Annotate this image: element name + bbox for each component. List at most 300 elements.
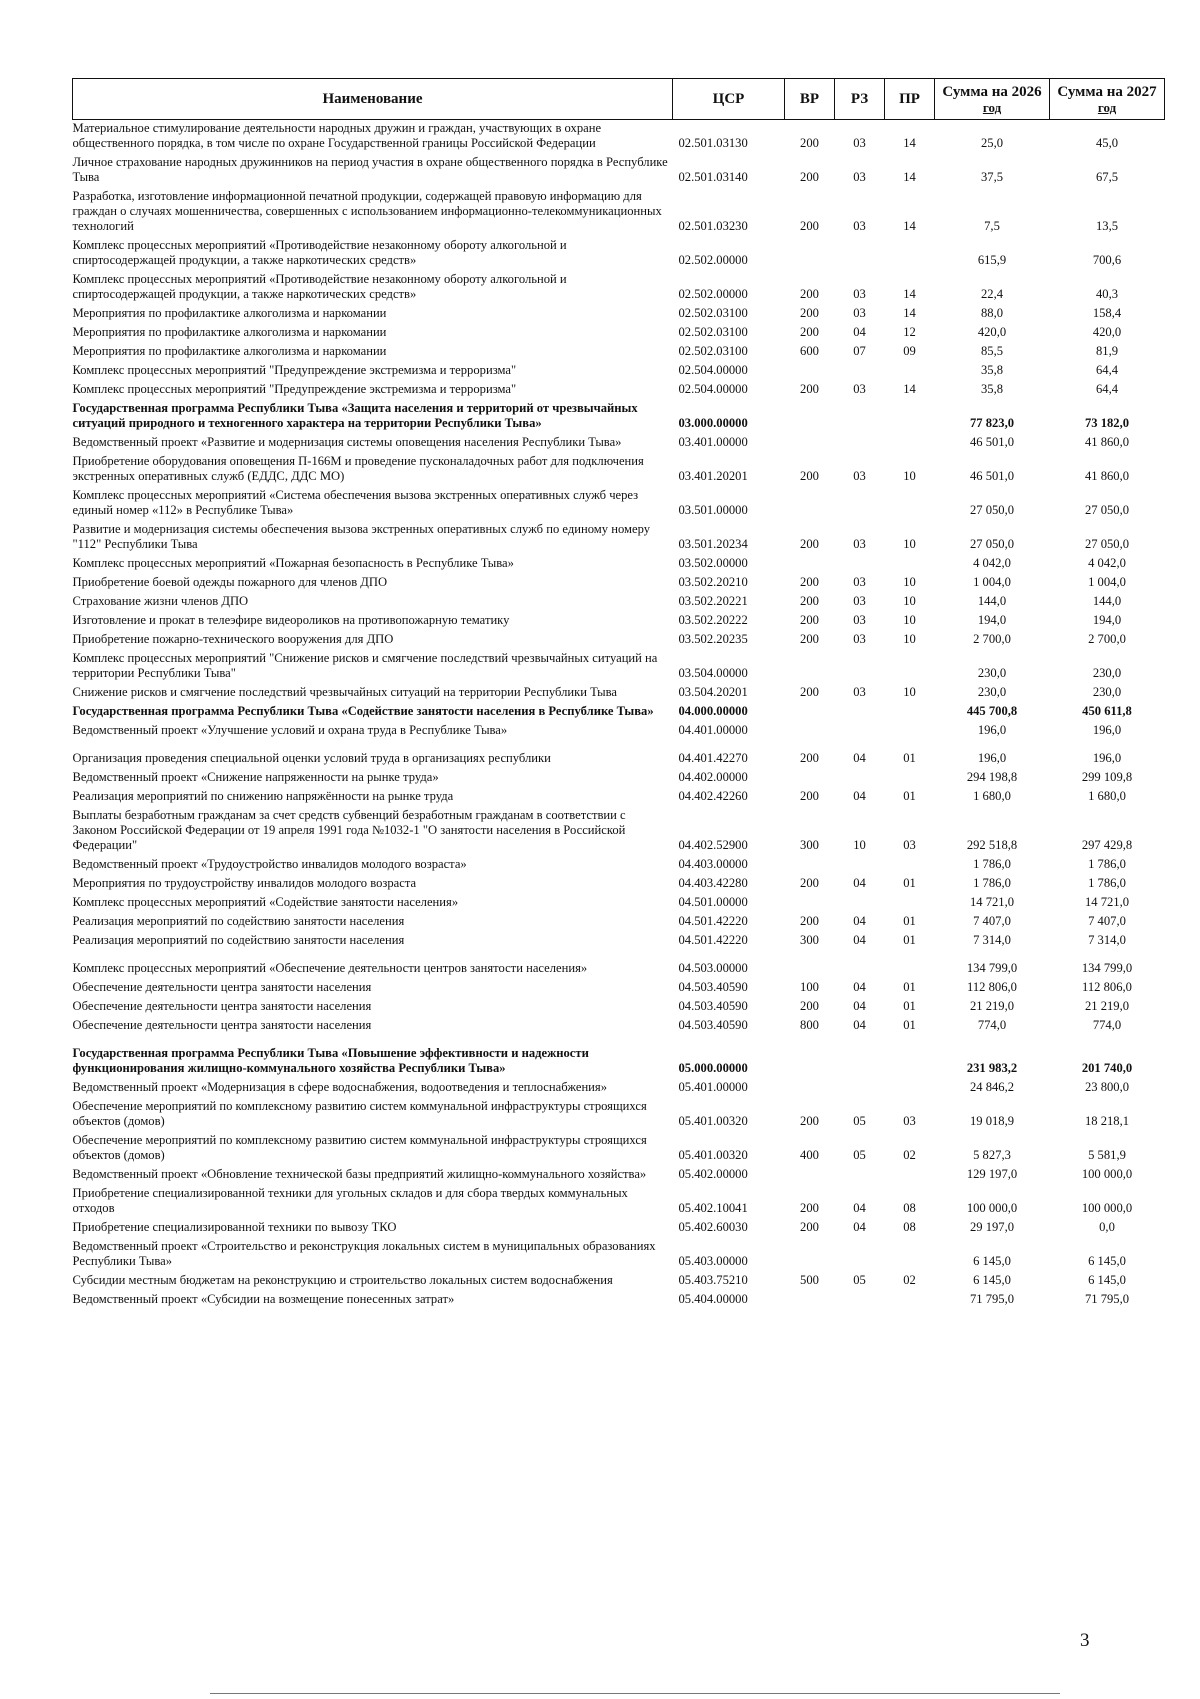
cell-sum-2027: 230,0 — [1092, 666, 1122, 680]
cell-csr: 04.503.00000 — [678, 961, 748, 975]
cell-name: Государственная программа Республики Тыва «Содействие занятости населения в Республике Тыва» — [72, 704, 654, 718]
cell-csr: 04.503.40590 — [678, 980, 748, 994]
cell-name: Комплекс процессных мероприятий "Предупреждение экстремизма и терроризма" — [72, 382, 517, 396]
cell-rz — [835, 1238, 885, 1272]
cell-sum-2027: 158,4 — [1092, 306, 1122, 320]
cell-pr — [885, 856, 935, 875]
cell-sum-2026: 112 806,0 — [967, 980, 1017, 994]
cell-csr: 03.502.20235 — [678, 632, 748, 646]
cell-sum-2026: 615,9 — [977, 253, 1007, 267]
cell-rz: 05 — [853, 1273, 866, 1287]
cell-name: Реализация мероприятий по содействию занятости населения — [72, 914, 405, 928]
header-sum-2027 — [1050, 79, 1165, 120]
table-row — [73, 120, 1165, 155]
cell-rz — [835, 400, 885, 434]
cell-rz — [835, 1291, 885, 1310]
cell-name: Комплекс процессных мероприятий «Пожарная безопасность в Республике Тыва» — [72, 556, 514, 570]
cell-rz: 10 — [853, 838, 866, 852]
cell-csr: 02.502.00000 — [678, 287, 748, 301]
cell-pr — [885, 894, 935, 913]
cell-sum-2027: 112 806,0 — [1082, 980, 1132, 994]
cell-sum-2027: 40,3 — [1095, 287, 1119, 301]
cell-vr: 200 — [800, 789, 819, 803]
cell-vr: 200 — [800, 1114, 819, 1128]
cell-rz: 03 — [853, 537, 866, 551]
cell-rz — [835, 1079, 885, 1098]
cell-pr — [885, 400, 935, 434]
cell-sum-2027: 7 314,0 — [1088, 933, 1126, 947]
cell-sum-2027: 0,0 — [1099, 1220, 1115, 1234]
cell-name: Материальное стимулирование деятельности народных дружин и граждан, участвующих в охране общественного порядка, в том числе по охране Государственной границы Российской Федерации — [72, 121, 602, 150]
cell-vr: 800 — [800, 1018, 819, 1032]
cell-csr: 05.403.00000 — [678, 1254, 748, 1268]
cell-sum-2026: 46 501,0 — [969, 435, 1015, 449]
cell-sum-2027: 7 407,0 — [1088, 914, 1126, 928]
cell-sum-2026: 144,0 — [977, 594, 1007, 608]
cell-csr: 03.502.20221 — [678, 594, 748, 608]
cell-sum-2027: 41 860,0 — [1084, 435, 1130, 449]
cell-sum-2026: 194,0 — [977, 613, 1007, 627]
cell-csr: 05.401.00000 — [678, 1080, 748, 1094]
table-row — [73, 381, 1165, 400]
cell-rz: 03 — [853, 287, 866, 301]
cell-csr: 03.502.20222 — [678, 613, 748, 627]
table-row — [73, 979, 1165, 998]
cell-sum-2027: 196,0 — [1092, 751, 1122, 765]
cell-pr: 10 — [903, 632, 916, 646]
cell-sum-2026: 88,0 — [980, 306, 1004, 320]
cell-pr: 14 — [903, 287, 916, 301]
cell-sum-2027: 100 000,0 — [1081, 1201, 1133, 1215]
cell-pr: 03 — [903, 1114, 916, 1128]
cell-sum-2027: 27 050,0 — [1084, 537, 1130, 551]
table-row — [73, 593, 1165, 612]
cell-sum-2027: 45,0 — [1095, 136, 1119, 150]
cell-pr — [885, 362, 935, 381]
cell-sum-2026: 7 314,0 — [973, 933, 1011, 947]
cell-name: Ведомственный проект «Строительство и реконструкция локальных систем в муниципальных образованиях Республики Тыва» — [72, 1239, 656, 1268]
cell-vr: 200 — [800, 287, 819, 301]
cell-pr — [885, 1291, 935, 1310]
cell-rz: 05 — [853, 1148, 866, 1162]
cell-vr — [785, 1079, 835, 1098]
cell-rz: 03 — [853, 136, 866, 150]
budget-table — [72, 78, 1165, 1310]
cell-pr: 01 — [903, 789, 916, 803]
budget-sheet — [72, 78, 1164, 1310]
cell-sum-2026: 774,0 — [977, 1018, 1007, 1032]
table-row — [73, 722, 1165, 741]
cell-rz — [835, 1166, 885, 1185]
cell-pr: 03 — [903, 838, 916, 852]
cell-csr: 03.401.00000 — [678, 435, 748, 449]
cell-pr: 10 — [903, 594, 916, 608]
cell-vr: 500 — [800, 1273, 819, 1287]
table-row — [73, 400, 1165, 434]
cell-name: Комплекс процессных мероприятий «Противодействие незаконному обороту алкогольной и спиртосодержащей продукции, а также наркотических средств» — [72, 272, 567, 301]
cell-name: Комплекс процессных мероприятий "Предупреждение экстремизма и терроризма" — [72, 363, 517, 377]
table-row — [73, 1291, 1165, 1310]
cell-rz — [835, 555, 885, 574]
cell-sum-2027: 194,0 — [1092, 613, 1122, 627]
cell-csr: 02.501.03140 — [678, 170, 748, 184]
cell-name: Снижение рисков и смягчение последствий чрезвычайных ситуаций на территории Республики Тыва — [72, 685, 617, 699]
cell-sum-2026: 2 700,0 — [973, 632, 1011, 646]
cell-csr: 04.501.00000 — [678, 895, 748, 909]
cell-vr: 200 — [800, 999, 819, 1013]
cell-name: Приобретение оборудования оповещения П-166М и проведение пусконаладочных работ для подключения экстренных оперативных служб (ЕДДС, ДДС МО) — [72, 454, 644, 483]
cell-rz: 04 — [853, 933, 866, 947]
cell-csr: 02.504.00000 — [678, 382, 748, 396]
cell-sum-2027: 196,0 — [1092, 723, 1122, 737]
cell-name: Комплекс процессных мероприятий «Обеспечение деятельности центров занятости населения» — [72, 961, 588, 975]
cell-pr: 01 — [903, 1018, 916, 1032]
table-row — [73, 932, 1165, 951]
cell-csr: 03.501.00000 — [678, 503, 748, 517]
cell-vr — [785, 1238, 835, 1272]
cell-name: Мероприятия по трудоустройству инвалидов молодого возраста — [72, 876, 417, 890]
table-row — [73, 684, 1165, 703]
cell-sum-2027: 18 218,1 — [1084, 1114, 1130, 1128]
table-row — [73, 741, 1165, 769]
cell-name: Обеспечение деятельности центра занятости населения — [72, 1018, 372, 1032]
cell-csr: 03.504.20201 — [678, 685, 748, 699]
cell-pr — [885, 1036, 935, 1079]
cell-sum-2026: 1 680,0 — [973, 789, 1011, 803]
header-csr: ЦСР — [673, 79, 785, 120]
header-sum-2027-label: Сумма на 2027 — [1057, 83, 1157, 100]
cell-vr: 100 — [800, 980, 819, 994]
cell-name: Ведомственный проект «Модернизация в сфере водоснабжения, водоотведения и теплоснабжения» — [72, 1080, 608, 1094]
header-sum-2026-label: Сумма на 2026 — [942, 83, 1042, 100]
cell-name: Приобретение специализированной техники по вывозу ТКО — [72, 1220, 397, 1234]
cell-csr: 02.504.00000 — [678, 363, 748, 377]
cell-sum-2026: 71 795,0 — [969, 1292, 1015, 1306]
cell-vr — [785, 362, 835, 381]
cell-pr: 10 — [903, 469, 916, 483]
scan-edge-line — [210, 1693, 1060, 1694]
cell-sum-2026: 14 721,0 — [969, 895, 1015, 909]
cell-name: Мероприятия по профилактике алкоголизма и наркомании — [72, 344, 387, 358]
cell-sum-2026: 196,0 — [977, 751, 1007, 765]
table-row — [73, 1238, 1165, 1272]
table-row — [73, 998, 1165, 1017]
cell-name: Развитие и модернизация системы обеспечения вызова экстренных оперативных служб по единому номеру "112" Республики Тыва — [72, 522, 650, 551]
cell-csr: 03.502.00000 — [678, 556, 748, 570]
cell-csr: 04.402.42260 — [678, 789, 748, 803]
cell-vr — [785, 1036, 835, 1079]
cell-csr: 04.402.52900 — [678, 838, 748, 852]
cell-vr — [785, 400, 835, 434]
table-row — [73, 1036, 1165, 1079]
cell-csr: 03.504.00000 — [678, 666, 748, 680]
cell-sum-2026: 5 827,3 — [973, 1148, 1011, 1162]
cell-csr: 02.502.03100 — [678, 344, 748, 358]
cell-vr — [785, 487, 835, 521]
cell-sum-2026: 196,0 — [977, 723, 1007, 737]
cell-rz: 04 — [853, 1220, 866, 1234]
cell-sum-2027: 230,0 — [1092, 685, 1122, 699]
cell-pr: 14 — [903, 219, 916, 233]
cell-vr: 200 — [800, 1201, 819, 1215]
table-row — [73, 154, 1165, 188]
cell-csr: 04.401.00000 — [678, 723, 748, 737]
cell-csr: 02.502.03100 — [678, 325, 748, 339]
cell-name: Реализация мероприятий по снижению напряжённости на рынке труда — [72, 789, 454, 803]
cell-rz — [835, 951, 885, 979]
cell-pr — [885, 237, 935, 271]
cell-pr: 10 — [903, 537, 916, 551]
page-number: 3 — [1080, 1630, 1090, 1651]
cell-sum-2026: 292 518,8 — [966, 838, 1018, 852]
cell-rz — [835, 650, 885, 684]
cell-vr: 200 — [800, 575, 819, 589]
cell-sum-2027: 5 581,9 — [1088, 1148, 1126, 1162]
cell-vr: 400 — [800, 1148, 819, 1162]
cell-sum-2027: 73 182,0 — [1084, 416, 1130, 430]
cell-vr — [785, 856, 835, 875]
cell-sum-2027: 144,0 — [1092, 594, 1122, 608]
cell-csr: 04.501.42220 — [678, 914, 748, 928]
cell-vr: 200 — [800, 914, 819, 928]
cell-vr: 200 — [800, 306, 819, 320]
cell-sum-2026: 100 000,0 — [966, 1201, 1018, 1215]
table-row — [73, 1098, 1165, 1132]
cell-name: Субсидии местным бюджетам на реконструкцию и строительство локальных систем водоснабжения — [72, 1273, 613, 1287]
cell-name: Ведомственный проект «Снижение напряженности на рынке труда» — [72, 770, 439, 784]
cell-vr — [785, 434, 835, 453]
cell-sum-2027: 71 795,0 — [1084, 1292, 1130, 1306]
cell-name: Ведомственный проект «Развитие и модернизация системы оповещения населения Республики Тыва» — [72, 435, 622, 449]
cell-sum-2027: 297 429,8 — [1081, 838, 1133, 852]
cell-sum-2026: 7,5 — [984, 219, 1000, 233]
cell-pr: 12 — [903, 325, 916, 339]
cell-sum-2026: 19 018,9 — [969, 1114, 1015, 1128]
cell-pr — [885, 650, 935, 684]
cell-csr: 02.502.00000 — [678, 253, 748, 267]
cell-csr: 04.503.40590 — [678, 1018, 748, 1032]
cell-sum-2026: 21 219,0 — [969, 999, 1015, 1013]
cell-name: Реализация мероприятий по содействию занятости населения — [72, 933, 405, 947]
cell-rz: 03 — [853, 382, 866, 396]
cell-rz: 04 — [853, 325, 866, 339]
cell-name: Ведомственный проект «Субсидии на возмещение понесенных затрат» — [72, 1292, 455, 1306]
cell-sum-2027: 67,5 — [1095, 170, 1119, 184]
cell-csr: 05.404.00000 — [678, 1292, 748, 1306]
cell-rz: 04 — [853, 914, 866, 928]
cell-vr: 200 — [800, 170, 819, 184]
cell-pr — [885, 951, 935, 979]
cell-sum-2026: 24 846,2 — [969, 1080, 1015, 1094]
cell-csr: 05.403.75210 — [678, 1273, 748, 1287]
cell-sum-2027: 27 050,0 — [1084, 503, 1130, 517]
cell-rz: 04 — [853, 1201, 866, 1215]
cell-rz — [835, 487, 885, 521]
cell-sum-2026: 27 050,0 — [969, 537, 1015, 551]
cell-pr: 14 — [903, 382, 916, 396]
cell-sum-2026: 1 786,0 — [973, 857, 1011, 871]
table-row — [73, 1132, 1165, 1166]
cell-pr: 01 — [903, 999, 916, 1013]
cell-name: Изготовление и прокат в телеэфире видеороликов на противопожарную тематику — [72, 613, 510, 627]
header-pr: ПР — [885, 79, 935, 120]
cell-pr: 08 — [903, 1201, 916, 1215]
cell-vr: 600 — [800, 344, 819, 358]
header-sum-2026 — [935, 79, 1050, 120]
cell-vr — [785, 1166, 835, 1185]
cell-sum-2026: 6 145,0 — [973, 1273, 1011, 1287]
cell-rz: 07 — [853, 344, 866, 358]
cell-rz: 03 — [853, 632, 866, 646]
cell-sum-2027: 700,6 — [1092, 253, 1122, 267]
cell-vr — [785, 703, 835, 722]
cell-pr: 08 — [903, 1220, 916, 1234]
cell-pr: 02 — [903, 1273, 916, 1287]
table-row — [73, 1166, 1165, 1185]
cell-pr: 14 — [903, 306, 916, 320]
cell-sum-2027: 1 786,0 — [1088, 857, 1126, 871]
cell-sum-2027: 134 799,0 — [1081, 961, 1133, 975]
cell-csr: 04.503.40590 — [678, 999, 748, 1013]
cell-pr — [885, 555, 935, 574]
table-row — [73, 875, 1165, 894]
cell-sum-2027: 6 145,0 — [1088, 1273, 1126, 1287]
cell-pr: 10 — [903, 613, 916, 627]
cell-sum-2027: 14 721,0 — [1084, 895, 1130, 909]
cell-pr: 10 — [903, 575, 916, 589]
cell-csr: 02.501.03230 — [678, 219, 748, 233]
cell-csr: 05.401.00320 — [678, 1148, 748, 1162]
cell-sum-2026: 85,5 — [980, 344, 1004, 358]
cell-csr: 03.401.20201 — [678, 469, 748, 483]
table-row — [73, 362, 1165, 381]
cell-rz — [835, 856, 885, 875]
cell-rz: 03 — [853, 219, 866, 233]
cell-pr: 14 — [903, 170, 916, 184]
cell-sum-2027: 1 680,0 — [1088, 789, 1126, 803]
cell-name: Комплекс процессных мероприятий «Содействие занятости населения» — [72, 895, 459, 909]
cell-vr: 200 — [800, 685, 819, 699]
cell-vr: 200 — [800, 136, 819, 150]
cell-vr: 200 — [800, 632, 819, 646]
cell-vr — [785, 237, 835, 271]
table-row — [73, 237, 1165, 271]
table-row — [73, 305, 1165, 324]
cell-rz: 03 — [853, 469, 866, 483]
table-row — [73, 856, 1165, 875]
cell-sum-2026: 35,8 — [980, 382, 1004, 396]
cell-sum-2027: 81,9 — [1095, 344, 1119, 358]
cell-vr — [785, 1291, 835, 1310]
cell-sum-2026: 22,4 — [980, 287, 1004, 301]
cell-name: Комплекс процессных мероприятий «Система обеспечения вызова экстренных оперативных служб через единый номер «112» в Республике Тыва» — [72, 488, 639, 517]
cell-sum-2027: 21 219,0 — [1084, 999, 1130, 1013]
cell-name: Личное страхование народных дружинников на период участия в охране общественного порядка в Республике Тыва — [72, 155, 668, 184]
cell-rz — [835, 722, 885, 741]
cell-pr — [885, 1166, 935, 1185]
table-row — [73, 807, 1165, 856]
cell-name: Организация проведения специальной оценки условий труда в организациях республики — [72, 751, 551, 765]
cell-pr — [885, 1238, 935, 1272]
cell-rz: 03 — [853, 594, 866, 608]
cell-sum-2026: 37,5 — [980, 170, 1004, 184]
cell-vr — [785, 894, 835, 913]
table-row — [73, 324, 1165, 343]
cell-rz: 03 — [853, 613, 866, 627]
cell-sum-2026: 35,8 — [980, 363, 1004, 377]
cell-sum-2026: 134 799,0 — [966, 961, 1018, 975]
table-row — [73, 343, 1165, 362]
cell-rz — [835, 1036, 885, 1079]
table-row — [73, 521, 1165, 555]
table-row — [73, 631, 1165, 650]
cell-rz — [835, 703, 885, 722]
table-header-row — [73, 79, 1165, 120]
cell-vr: 200 — [800, 876, 819, 890]
table-row — [73, 1017, 1165, 1036]
cell-csr: 03.000.00000 — [678, 416, 748, 430]
cell-pr: 10 — [903, 685, 916, 699]
cell-sum-2026: 1 004,0 — [973, 575, 1011, 589]
cell-pr — [885, 1079, 935, 1098]
cell-rz — [835, 434, 885, 453]
cell-pr: 02 — [903, 1148, 916, 1162]
cell-name: Страхование жизни членов ДПО — [72, 594, 249, 608]
cell-csr: 05.401.00320 — [678, 1114, 748, 1128]
cell-csr: 05.402.60030 — [678, 1220, 748, 1234]
cell-pr — [885, 487, 935, 521]
cell-name: Разработка, изготовление информационной печатной продукции, содержащей правовую информацию для граждан о случаях мошенничества, совершенных с использованием информационно-телекоммуникационных технологий — [72, 189, 662, 233]
cell-pr: 14 — [903, 136, 916, 150]
cell-sum-2027: 23 800,0 — [1084, 1080, 1130, 1094]
cell-vr — [785, 951, 835, 979]
cell-sum-2027: 201 740,0 — [1081, 1061, 1133, 1075]
cell-sum-2027: 6 145,0 — [1088, 1254, 1126, 1268]
cell-csr: 02.501.03130 — [678, 136, 748, 150]
cell-vr — [785, 722, 835, 741]
cell-vr: 200 — [800, 537, 819, 551]
cell-sum-2027: 299 109,8 — [1081, 770, 1133, 784]
cell-sum-2026: 6 145,0 — [973, 1254, 1011, 1268]
cell-sum-2027: 1 004,0 — [1088, 575, 1126, 589]
table-row — [73, 1079, 1165, 1098]
cell-pr: 01 — [903, 751, 916, 765]
cell-pr: 01 — [903, 914, 916, 928]
cell-rz: 04 — [853, 980, 866, 994]
cell-vr: 200 — [800, 613, 819, 627]
cell-csr: 05.402.00000 — [678, 1167, 748, 1181]
cell-sum-2026: 4 042,0 — [973, 556, 1011, 570]
cell-sum-2027: 774,0 — [1092, 1018, 1122, 1032]
cell-vr: 200 — [800, 382, 819, 396]
cell-rz: 04 — [853, 751, 866, 765]
cell-sum-2026: 29 197,0 — [969, 1220, 1015, 1234]
cell-pr — [885, 769, 935, 788]
cell-vr: 200 — [800, 469, 819, 483]
cell-csr: 03.502.20210 — [678, 575, 748, 589]
cell-sum-2026: 231 983,2 — [966, 1061, 1018, 1075]
cell-name: Обеспечение деятельности центра занятости населения — [72, 999, 372, 1013]
cell-csr: 04.403.42280 — [678, 876, 748, 890]
cell-rz: 03 — [853, 685, 866, 699]
cell-vr: 200 — [800, 325, 819, 339]
cell-rz — [835, 894, 885, 913]
cell-name: Приобретение боевой одежды пожарного для членов ДПО — [72, 575, 388, 589]
header-name: Наименование — [73, 79, 673, 120]
cell-vr: 300 — [800, 933, 819, 947]
cell-name: Государственная программа Республики Тыва «Повышение эффективности и надежности функционирования жилищно-коммунального хозяйства Республики Тыва» — [72, 1046, 589, 1075]
table-row — [73, 951, 1165, 979]
